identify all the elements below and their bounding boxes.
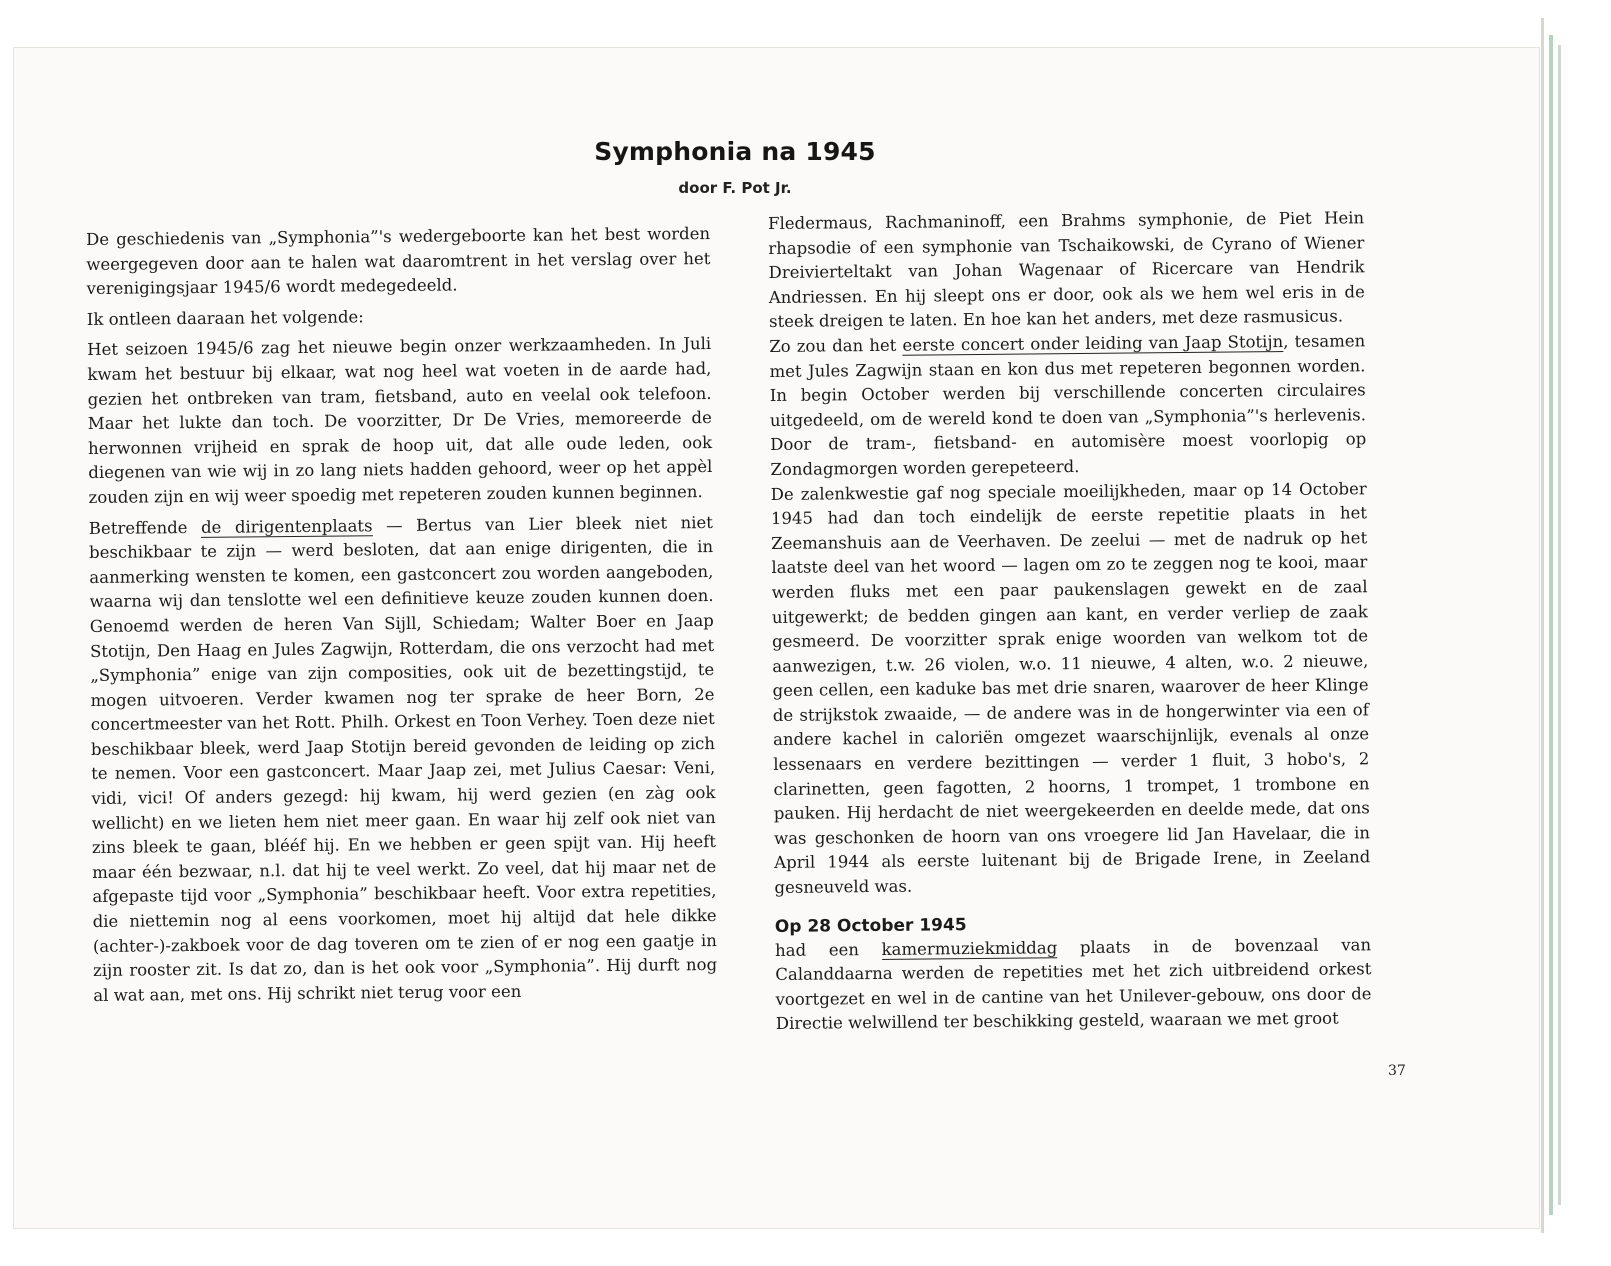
text-run: Zo zou dan het: [769, 335, 903, 356]
paragraph: [775, 933, 1372, 1037]
underlined-phrase: eerste concert onder leiding van Jaap Stotijn: [902, 332, 1284, 355]
paragraph: De zalenkwestie gaf nog speciale moeilijkheden, maar op 14 October 1945 had dan toch eindelijk de eerste repetitie plaats in het Zeemanshuis aan de Veerhaven. De zeelui — met de nadruk op het laatste deel van het woord — lagen om zo te zeggen nog te kooi, maar werden fluks met een paar paukenslagen gewekt en de zaal uitgewerkt; de bedden gingen aan kant, en verder verliep de zaak gesmeerd. De voorzitter sprak enige woorden van welkom tot de aanwezigen, t.w. 26 violen, w.o. 11 nieuwe, 4 alten, w.o. 2 nieuwe, geen cellen, een kaduke bas met drie snaren, waarover de heer Klinge de strijkstok zwaaide, — de andere was in de hongerwinter via een of andere kachel in caloriën omgezet waarschijnlijk, evenals al onze lessenaars en verdere bezittingen — verder 1 fluit, 3 hobo's, 2 clarinetten, geen fagotten, 2 hoorns, 1 trompet, 1 trombone en pauken. Hij herdacht de niet weergekeerden en deelde mede, dat ons was geschonken de hoorn van ons vroegere lid Jan Havelaar, die in April 1944 als eerste luitenant bij de Brigade Irene, in Zeeland gesneuveld was.: [770, 478, 1371, 897]
left-column: [86, 222, 717, 1008]
article-title: Symphonia na 1945: [594, 137, 876, 166]
underlined-phrase: de dirigentenplaats: [200, 515, 373, 537]
paragraph: De geschiedenis van „Symphonia”'s wedergeboorte kan het best worden weergegeven door aan te halen wat daaromtrent in het verslag over het verenigingsjaar 1945/6 wordt medegedeeld.: [86, 224, 711, 299]
article-byline: door F. Pot Jr.: [678, 179, 792, 197]
page-number: 37: [1388, 1063, 1406, 1079]
right-column: [768, 206, 1372, 1037]
paragraph: Het seizoen 1945/6 zag het nieuwe begin onzer werkzaamheden. In Juli kwam het bestuur bij elkaar, wat nog heel wat voeten in de aarde had, gezien het ontbreken van tram, fietsband, auto en veelal ook telefoon. Maar het lukte dan toch. De voorzitter, Dr De Vries, memoreerde de herwonnen vrijheid en sprak de hoop uit, dat alle oude leden, ook diegenen van wie wij in zo lang niets hadden gehoord, weer op het appèl zouden zijn en wij weer spoedig met repeteren zouden kunnen beginnen.: [87, 334, 713, 507]
text-run: plaats in de bovenzaal van Calanddaarna werden de repetities met het zich uitbreidend orkest voortgezet en wel in de cantine van het Unilever-gebouw, ons door de Directie welwillend ter beschikking gesteld, waaraan we met groot: [775, 934, 1372, 1034]
paragraph: [89, 511, 718, 1009]
text-run: Betreffende: [88, 517, 202, 538]
paragraph: Fledermaus, Rachmaninoff, een Brahms symphonie, de Piet Hein rhapsodie of een symphonie van Tschaikowski, de Cyrano of Wiener Dreivierteltakt van Johan Wagenaar of Ricercare van Hendrik Andriessen. En hij sleept ons er door, ook als we hem wel eris in de steek dreigen te laten. En hoe kan het anders, met deze rasmusicus.: [768, 208, 1365, 332]
section-subheading: Op 28 October 1945: [774, 914, 967, 937]
paragraph: [769, 329, 1366, 482]
text-run: had een: [774, 939, 882, 960]
page-edge: [1549, 35, 1553, 1215]
paragraph: Ik ontleen daaraan het volgende:: [86, 307, 364, 329]
text-run: , tesamen met Jules Zagwijn staan en kon dus met repeteren begonnen worden. In begin October werden bij verschillende concerten circulaires uitgedeeld, om de wereld kond te doen van „Symphonia”'s herlevenis. Door de tram-, fietsband- en automisère moest voorlopig op Zondagmorgen worden gerepeteerd.: [769, 331, 1367, 479]
page-edge: [1541, 18, 1544, 1233]
page-edge: [1558, 45, 1561, 1205]
underlined-phrase: kamermuziekmiddag: [881, 937, 1058, 959]
text-run: — Bertus van Lier bleek niet niet beschikbaar te zijn — werd besloten, dat aan enige dirigenten, die in aanmerking wensten te komen, een gastconcert zou worden aangeboden, waarna wij dan tenslotte wel een definitieve keuze zouden kunnen doen. Genoemd werden de heren Van Sijll, Schiedam; Walter Boer en Jaap Stotijn, Den Haag en Jules Zagwijn, Rotterdam, die ons verzocht had met „Symphonia” enige van zijn composities, ook uit de bezettingstijd, te mogen uitvoeren. Verder kwamen nog ter sprake de heer Born, 2e concertmeester van het Rott. Philh. Orkest en Toon Verhey. Toen deze niet beschikbaar bleek, werd Jaap Stotijn bereid gevonden de leiding op zich te nemen. Voor een gastconcert. Maar Jaap zei, met Julius Caesar: Veni, vidi, vici! Of anders gezegd: hij kwam, hij werd gezien (en zàg ook wellicht) en we lieten hem niet meer gaan. En waar hij zelf ook niet van zins bleek te gaan, blééf hij. En we hebben er geen spijt van. Hij heeft maar één bezwaar, n.l. dat hij te veel werkt. Zo veel, dat hij maar net de afgepaste tijd voor „Symphonia” beschikbaar heeft. Voor extra repetities, die niettemin nog al eens voorkomen, moet hij altijd dat hele dikke (achter-)-zakboek voor de dag toveren om te zien of er nog een gaatje in zijn rooster zit. Is dat zo, dan is het ook voor „Symphonia”. Hij durft nog al wat aan, met ons. Hij schrikt niet terug voor een: [89, 512, 718, 1005]
